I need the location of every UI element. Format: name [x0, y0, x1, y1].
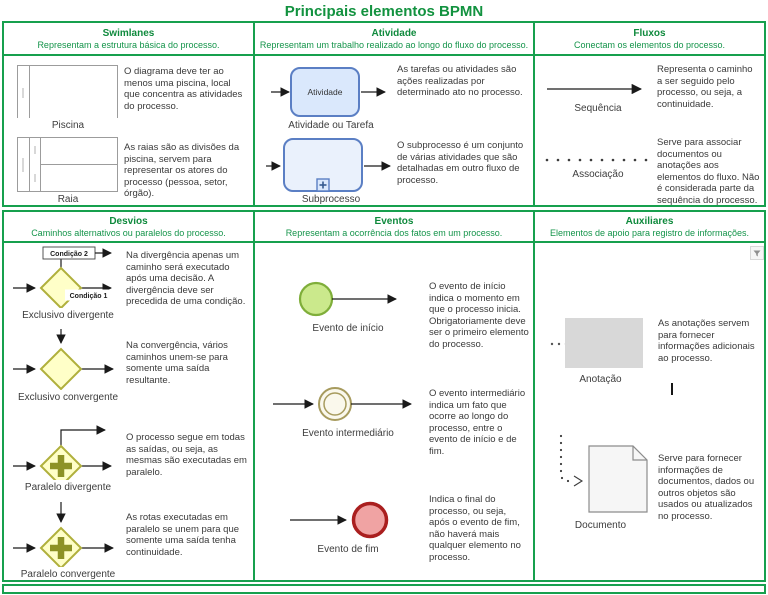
- subprocesso-description: O subprocesso é um conjunto de várias atividades que são detalhadas em outro fluxo de processo.: [397, 140, 524, 186]
- auxiliares-header: [535, 212, 764, 243]
- end-event-icon: [290, 498, 410, 542]
- start-event-icon: [296, 277, 412, 321]
- sequence-flow-icon: [543, 81, 653, 97]
- filter-button[interactable]: [750, 246, 764, 260]
- item-sequencia: [535, 56, 764, 131]
- eventos-header: [255, 212, 533, 243]
- item-paralelo-divergente: [4, 403, 253, 493]
- fluxos-header: [535, 23, 764, 56]
- atividade-title: Atividade: [371, 28, 417, 39]
- parallel-gateway-convergent-icon: [11, 500, 125, 567]
- swimlanes-subtitle: Representam a estrutura básica do processo.: [37, 40, 220, 50]
- exclusivo-convergente-label: Exclusivo convergente: [17, 392, 119, 403]
- section-atividade: [253, 23, 533, 205]
- item-piscina: [4, 56, 253, 131]
- section-eventos: [253, 212, 533, 580]
- item-evento-fim: [255, 468, 533, 580]
- exclusivo-divergente-label: Exclusivo divergente: [22, 310, 114, 321]
- exclusive-gateway-divergent-icon: [11, 246, 125, 308]
- item-exclusivo-divergente: [4, 243, 253, 321]
- eventos-title: Eventos: [374, 216, 414, 227]
- section-desvios: [4, 212, 253, 580]
- swimlanes-header: [4, 23, 253, 56]
- document-shape-icon: [549, 434, 653, 518]
- associacao-description: Serve para associar documentos ou anotações aos elementos do fluxo. Não é considerada parte da sequência do processo.: [657, 137, 760, 205]
- item-exclusivo-convergente: [4, 321, 253, 403]
- documento-label: Documento: [574, 520, 627, 531]
- documento-description: Serve para fornecer informações de documentos, dados ou outros objetos são usados ou atualizados no processo.: [658, 453, 755, 522]
- task-shape-icon: [269, 63, 393, 118]
- item-associacao: [535, 131, 764, 205]
- piscina-description: O diagrama deve ter ao menos uma piscina, local que concentra as atividades do processo.: [124, 66, 243, 112]
- auxiliares-title: Auxiliares: [625, 216, 674, 227]
- atividade-tarefa-description: As tarefas ou atividades são ações realizadas por determinado ato no processo.: [397, 64, 523, 99]
- desvios-header: [4, 212, 253, 243]
- section-swimlanes: [4, 23, 253, 205]
- evento-inicio-description: O evento de início indica o momento em que o processo inicia. Obrigatoriamente deve ser o primeiro elemento do processo.: [429, 281, 529, 350]
- sequencia-label: Sequência: [574, 103, 622, 114]
- evento-fim-label: Evento de fim: [317, 544, 379, 555]
- sequencia-description: Representa o caminho a ser seguido pelo processo, ou seja, a continuidade.: [657, 64, 753, 110]
- fluxos-title: Fluxos: [633, 28, 666, 39]
- exclusivo-divergente-description: Na divergência apenas um caminho será executado após uma decisão. A divergência deve ser precedida de uma condição.: [126, 250, 246, 308]
- auxiliares-subtitle: Elementos de apoio para registro de informações.: [549, 228, 750, 238]
- item-subprocesso: [255, 131, 533, 205]
- swimlanes-title: Swimlanes: [102, 28, 155, 39]
- item-anotacao: [535, 243, 764, 391]
- anotacao-label: Anotação: [579, 374, 622, 385]
- parallel-gateway-divergent-icon: [11, 422, 125, 480]
- text-cursor: [671, 383, 673, 395]
- item-evento-inicio: [255, 243, 533, 356]
- paralelo-convergente-label: Paralelo convergente: [20, 569, 116, 580]
- lane-shape-icon: [16, 136, 120, 192]
- bottom-band: [2, 210, 766, 582]
- raia-label: Raia: [57, 194, 79, 205]
- item-documento: [535, 391, 764, 580]
- atividade-header: [255, 23, 533, 56]
- item-atividade-tarefa: [255, 56, 533, 131]
- fluxos-subtitle: Conectam os elementos do processo.: [573, 40, 726, 50]
- atividade-tarefa-label: Atividade ou Tarefa: [288, 120, 374, 131]
- paralelo-divergente-label: Paralelo divergente: [24, 482, 112, 493]
- desvios-title: Desvios: [109, 216, 148, 227]
- annotation-shape-icon: [549, 314, 653, 372]
- piscina-label: Piscina: [51, 120, 85, 131]
- pool-shape-icon: [16, 64, 120, 118]
- top-band: [2, 21, 766, 207]
- atividade-subtitle: Representam um trabalho realizado ao longo do fluxo do processo.: [259, 40, 529, 50]
- paralelo-divergente-description: O processo segue em todas as saídas, ou seja, as mesmas são executadas em paralelo.: [126, 432, 247, 478]
- subprocesso-label: Subprocesso: [301, 194, 361, 205]
- associacao-label: Associação: [572, 169, 624, 180]
- evento-intermediario-label: Evento intermediário: [302, 428, 394, 439]
- intermediate-event-icon: [273, 382, 423, 426]
- condition-1-label: Condição 1: [69, 293, 108, 300]
- item-raia: [4, 131, 253, 205]
- item-evento-intermediario: [255, 356, 533, 468]
- condition-2-label: Condição 2: [50, 251, 88, 258]
- eventos-subtitle: Representam a ocorrência dos fatos em um processo.: [285, 228, 503, 238]
- page-title: Principais elementos BPMN: [284, 3, 484, 20]
- section-auxiliares: [533, 212, 764, 580]
- anotacao-description: As anotações servem para fornecer informações adicionais ao processo.: [658, 318, 755, 364]
- filter-icon: [750, 246, 764, 260]
- association-flow-icon: [543, 155, 653, 165]
- paralelo-convergente-description: As rotas executadas em paralelo se unem para que somente uma saída tenha continuidade.: [126, 512, 240, 558]
- evento-intermediario-description: O evento intermediário indica um fato que ocorre ao longo do processo, entre o evento de início e de fim.: [429, 388, 526, 457]
- task-shape-text: Atividade: [307, 87, 343, 97]
- item-paralelo-convergente: [4, 493, 253, 580]
- evento-inicio-label: Evento de início: [312, 323, 384, 334]
- raia-description: As raias são as divisões da piscina, servem para representar os atores do processo (pessoa, setor, órgão).: [124, 142, 240, 200]
- exclusivo-convergente-description: Na convergência, vários caminhos unem-se para somente uma saída resultante.: [126, 340, 228, 386]
- exclusive-gateway-convergent-icon: [11, 329, 125, 390]
- evento-fim-description: Indica o final do processo, ou seja, após o evento de fim, não haverá mais qualquer elemento no processo.: [429, 494, 521, 563]
- section-fluxos: [533, 23, 764, 205]
- bottom-empty-row: [2, 584, 766, 594]
- desvios-subtitle: Caminhos alternativos ou paralelos do processo.: [31, 228, 226, 238]
- subprocess-shape-icon: [264, 136, 398, 192]
